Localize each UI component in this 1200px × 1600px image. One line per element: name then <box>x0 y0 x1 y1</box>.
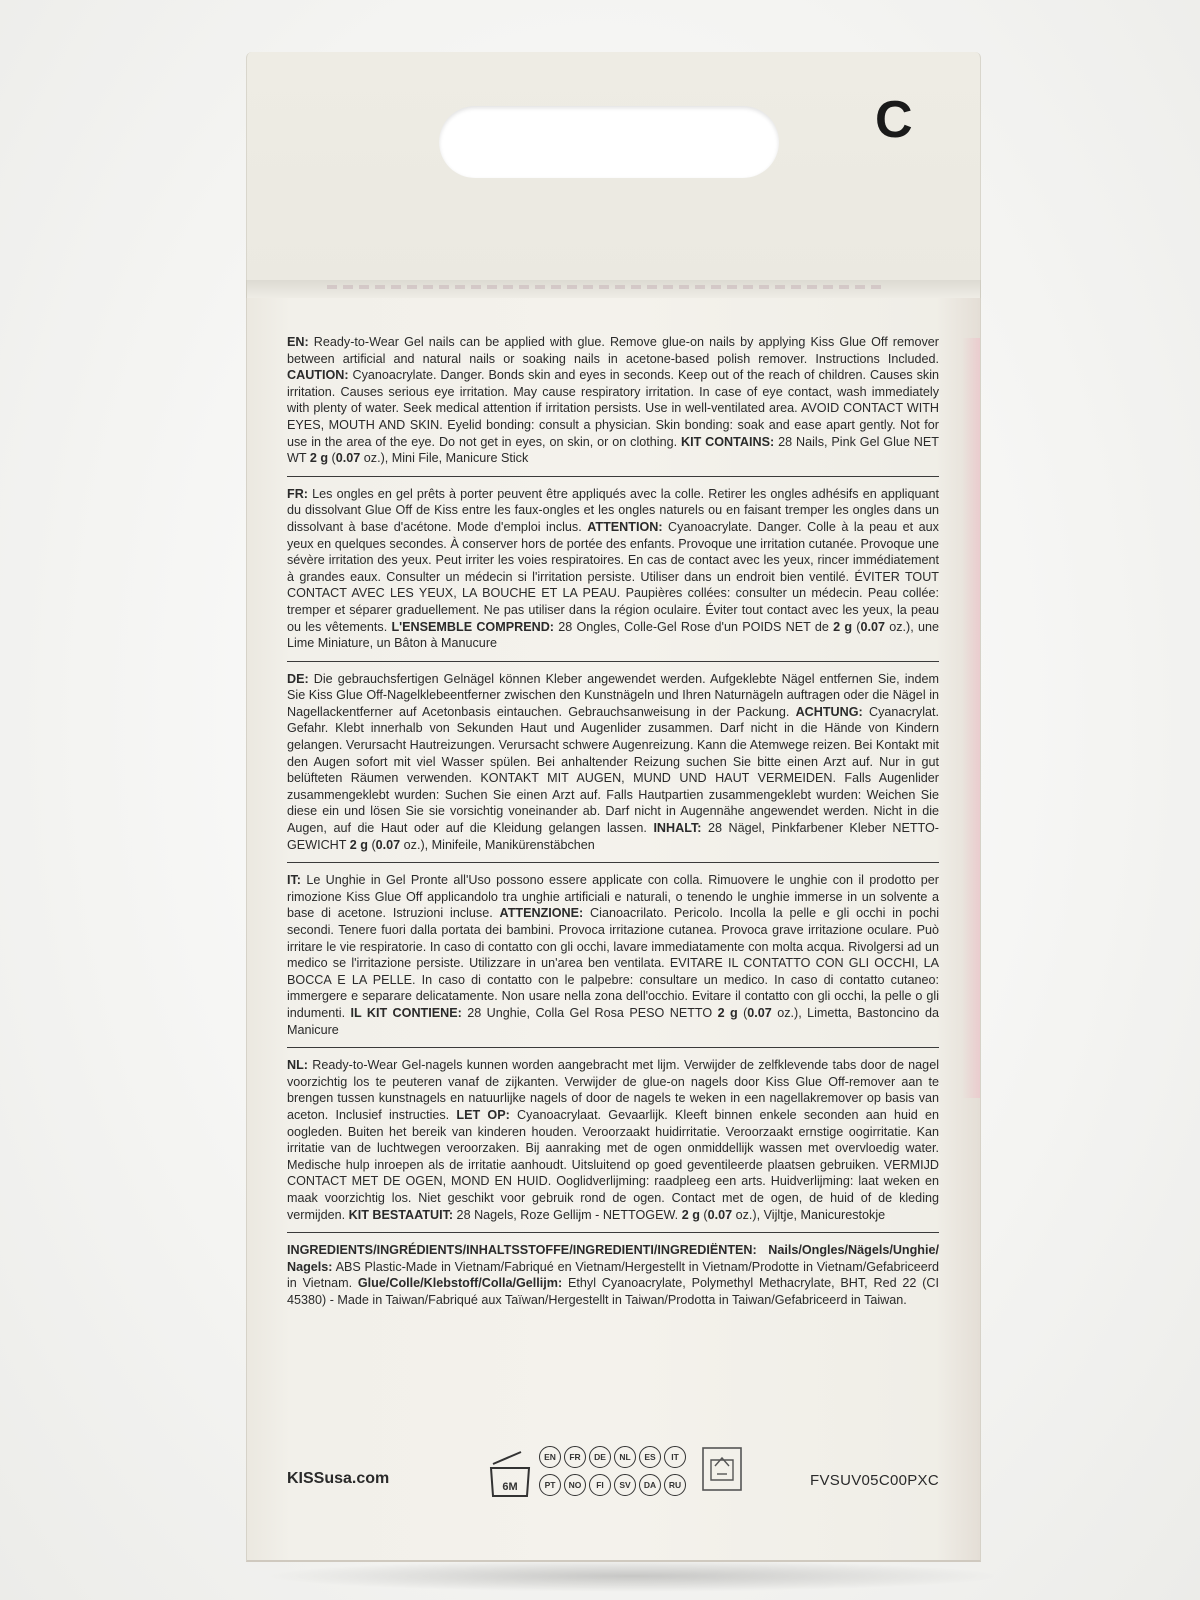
language-icon-nl: NL <box>614 1446 636 1468</box>
bold-run: L'ENSEMBLE COMPREND: <box>391 619 555 634</box>
text-run: ( <box>699 1207 708 1222</box>
bold-run: ATTENZIONE: <box>499 906 584 921</box>
recycling-icon <box>699 1444 745 1494</box>
section-fr <box>287 486 939 662</box>
text-run: Ready-to-Wear Gel-nagels kunnen worden aangebracht met lijm. Verwijder de zelfklevende tabs door de nagel voorzichtig los te peuteren vanaf de zijkanten. Verwijder de glue-on nagels door Kiss Glue Off-remover aan te brengen tussen kunstnagels en natuurlijke nagels of door de nagels te weken in een nagellakremover op basis van aceton. Inclusief instructies. <box>287 1058 939 1122</box>
bold-run: KIT CONTAINS: <box>680 434 775 449</box>
tab-fold <box>246 280 981 300</box>
product-code: FVSUV05C00PXC <box>810 1472 939 1489</box>
bold-run: ATTENTION: <box>587 519 663 534</box>
text-run: Die gebrauchsfertigen Gelnägel können Kleber angewendet werden. Aufgeklebte Nägel entfernen Sie, indem Sie Kiss Glue Off-Nagelklebeentferner zwischen den Kunstnägeln und Ihren Naturnägeln auftragen oder die Nägel in Nagellackentferner auf Acetonbasis eintauchen. Gebrauchsanweisung in der Packung. <box>287 671 939 719</box>
bold-run: IL KIT CONTIENE: <box>350 1005 462 1020</box>
text-run: Cyanoacrylaat. Gevaarlijk. Kleeft binnen enkele seconden aan huid en oogleden. Buiten het bereik van kinderen houden. Veroorzaakt huidirritatie. Veroorzaakt ernstige oogirritatie. Kan irritatie van de luchtwegen veroorzaken. Bij aanraking met de ogen onmiddellijk wassen met overvloedig water. Medische hulp inroepen als de irritatie aanhoudt. Uitsluitend op goed geventileerde plaatsen gebruiken. VERMIJD CONTACT MET DE OGEN, MOND EN HUID. Ooglidverlijming: raadpleeg een arts. Huidverlijming: laat weken en maak voorzichtig los. Niet geschikt voor gebruik rond de ogen. Contact met de ogen, de huid of de kleding vermijden. <box>287 1107 939 1222</box>
text-run: ABS Plastic-Made in Vietnam/Fabriqué en Vietnam/Hergestellt in Vietnam/Prodotte in Vietnam/Gefabriceerd in Vietnam. <box>287 1259 939 1291</box>
section-it <box>287 872 939 1048</box>
text-run: 28 Nagels, Roze Gellijm - NETTOGEW. <box>453 1207 682 1222</box>
bold-run: 2 g <box>309 451 329 466</box>
text-run: Ready-to-Wear Gel nails can be applied with glue. Remove glue-on nails by applying Kiss Glue Off remover between artificial and natural nails or soaking nails in acetone-based polish remover. Instructions Included. <box>287 335 939 366</box>
text-run: Cianoacrilato. Pericolo. Incolla la pelle e gli occhi in pochi secondi. Tenere fuori dalla portata dei bambini. Provoca irritazione cutanea. Provoca grave irritazione oculare. Può irritare le vie respiratorie. In caso di contatto con gli occhi, lavare immediatamente con molta acqua. Rivolgersi ad un medico se l'irritazione persiste. Utilizzare in un'area ben ventilata. EVITARE IL CONTATTO CON GLI OCCHI, LA BOCCA E LA PELLE. In caso di contatto con le palpebre: consultare un medico. In caso di contatto cutaneo: immergere e separare delicatamente. Non usare nella zona dell'occhio. Evitare il contatto con gli occhi, la pelle o gli indumenti. <box>287 906 939 1020</box>
language-icon-de: DE <box>589 1446 611 1468</box>
text-run: 28 Ongles, Colle-Gel Rose d'un POIDS NET de <box>554 619 834 634</box>
footer <box>287 1444 939 1504</box>
bold-run: 0.07 <box>707 1207 733 1222</box>
package-shadow <box>262 1560 1002 1592</box>
text-run: oz.), une Lime Miniature, un Bâton à Manucure <box>287 619 939 651</box>
hang-tab <box>246 52 981 284</box>
language-icon-fi: FI <box>589 1474 611 1496</box>
bold-run: 2 g <box>349 837 368 852</box>
bold-run: IT: <box>287 873 301 888</box>
pao-label: 6M <box>502 1481 518 1493</box>
text-run: 28 Unghie, Colla Gel Rosa PESO NETTO <box>461 1005 718 1020</box>
text-run: Cyanacrylat. Gefahr. Klebt innerhalb von Sekunden Haut und Augenlider zusammen. Darf nicht in die Hände von Kindern gelangen. Verursacht Hautreizungen. Verursacht schwere Augenreizung. Kann die Atemwege reizen. Bei Kontakt mit den Augen sofort mit viel Wasser spülen. Bei anhaltender Reizung suchen Sie bitte einen Arzt auf. Nur in gut belüfteten Räumen verwenden. KONTAKT MIT AUGEN, MUND UND HAUT VERMEIDEN. Falls Augenlider zusammengeklebt wurden: Suchen Sie einen Arzt auf. Falls Hautpartien zusammengeklebt wurden: Weichen Sie diese ein und lösen Sie sie vorsichtig voneinander ab. Darf nicht in Augennähe angewendet werden. Nicht in die Augen, auf die Haut oder auf die Kleidung gelangen lassen. <box>287 704 939 836</box>
section-de <box>287 671 939 864</box>
text-run: Cyanoacrylate. Danger. Bonds skin and eyes in seconds. Keep out of the reach of children. Causes skin irritation. Causes serious eye irritation. May cause respiratory irritation. In case of eye contact, wash immediately with plenty of water. Seek medical attention if irritation persists. Use in well-ventilated area. AVOID CONTACT WITH EYES, MOUTH AND SKIN. Eyelid bonding: consult a physician. Skin bonding: soak and ease apart gently. Not for use in the area of the eye. Do not get in eyes, on skin, or on clothing. <box>287 368 939 449</box>
label-text-area <box>287 334 939 1326</box>
text-run: oz.), Mini File, Manicure Stick <box>360 451 529 466</box>
bold-run: NL: <box>287 1058 308 1073</box>
text-run: ( <box>737 1005 748 1020</box>
language-icon-it: IT <box>664 1446 686 1468</box>
bold-run: LET OP: <box>456 1107 510 1122</box>
bold-run: 0.07 <box>747 1005 772 1020</box>
bold-run: ACHTUNG: <box>795 704 863 719</box>
bold-run: 0.07 <box>375 837 401 852</box>
bold-run: DE: <box>287 671 309 686</box>
pink-edge-tint <box>962 338 980 1098</box>
language-icon-da: DA <box>639 1474 661 1496</box>
language-icon-no: NO <box>564 1474 586 1496</box>
bold-run: 2 g <box>717 1005 738 1020</box>
language-icon-fr: FR <box>564 1446 586 1468</box>
language-icon-pt: PT <box>539 1474 561 1496</box>
text-run: ( <box>367 837 376 852</box>
bold-run: INHALT: <box>653 821 702 836</box>
section-en <box>287 334 939 477</box>
bold-run: EN: <box>287 335 309 349</box>
text-run: Cyanoacrylate. Danger. Colle à la peau et aux yeux en quelques secondes. À conserver hors de portée des enfants. Provoque une irritation cutanée. Provoque une sévère irritation des yeux. Peut irriter les voies respiratoires. En cas de contact avec les yeux, rincer immédiatement à grandes eaux. Consulter un médecin si l'irritation persiste. Utiliser dans un endroit bien ventilé. ÉVITER TOUT CONTACT AVEC LES YEUX, LA BOUCHE ET LA PEAU. Paupières collées: consulter un médecin. Peau collée: tremper et séparer graduellement. Ne pas utiliser dans la région oculaire. Éviter tout contact avec les yeux, la peau ou les vêtements. <box>287 519 939 634</box>
text-run: Ethyl Cyanoacrylate, Polymethyl Methacrylate, BHT, Red 22 (CI 45380) - Made in Taiwan/Fabriqué aux Taïwan/Hergestellt in Taiwan/Prodotta in Taiwan/Gefabriceerd in Taiwan. <box>287 1276 939 1307</box>
bold-run: 0.07 <box>335 451 361 466</box>
section-nl <box>287 1057 939 1233</box>
bold-run: FR: <box>287 486 308 501</box>
language-icon-en: EN <box>539 1446 561 1468</box>
bold-run: 2 g <box>681 1207 700 1222</box>
bold-run: CAUTION: <box>287 368 349 383</box>
language-icon-sv: SV <box>614 1474 636 1496</box>
text-run: Le Unghie in Gel Pronte all'Uso possono essere applicate con colla. Rimuovere le unghie con il prodotto per rimozione Kiss Glue Off applicandolo tra unghie artificiali e naturali, o tenendo le unghie immerse in un solvente a base di acetone. Istruzioni incluse. <box>287 873 939 921</box>
text-run: oz.), Limetta, Bastoncino da Manicure <box>287 1005 939 1037</box>
text-run: ( <box>328 451 336 466</box>
bold-run: 2 g <box>833 619 853 634</box>
website-url: KISSusa.com <box>287 1470 390 1487</box>
language-icon-ru: RU <box>664 1474 686 1496</box>
text-run: 28 Nails, Pink Gel Glue NET WT <box>287 434 939 466</box>
bold-run: KIT BESTAATUIT: <box>348 1207 454 1222</box>
text-run: oz.), Minifeile, Manikürenstäbchen <box>400 837 595 852</box>
language-icon-es: ES <box>639 1446 661 1468</box>
open-jar-icon <box>483 1446 537 1502</box>
bold-run: Glue/Colle/Klebstoff/Colla/Gellijm: <box>357 1276 563 1291</box>
text-run: oz.), Vijltje, Manicurestokje <box>732 1207 886 1222</box>
text-run: Les ongles en gel prêts à porter peuvent être appliqués avec la colle. Retirer les ongles adhésifs en appliquant du dissolvant Glue Off de Kiss entre les faux-ongles et les ongles naturels ou en faisant tremper les ongles dans un dissolvant à base d'acétone. Mode d'emploi inclus. <box>287 486 939 534</box>
hang-hole <box>439 106 779 178</box>
bold-run: 0.07 <box>860 619 885 634</box>
text-run: 28 Nägel, Pinkfarbener Kleber NETTO-GEWICHT <box>287 821 939 852</box>
fold-print-strip <box>327 285 887 289</box>
bold-run: INGREDIENTS/INGRÉDIENTS/INHALTSSTOFFE/INGREDIENTI/INGREDIËNTEN: Nails/Ongles/Nägels/Unghie/ Nagels: <box>287 1243 939 1274</box>
back-panel <box>246 298 981 1562</box>
tab-letter: C <box>875 91 913 149</box>
language-icons <box>537 1446 697 1502</box>
section-ingredients <box>287 1242 939 1317</box>
text-run: ( <box>852 619 861 634</box>
